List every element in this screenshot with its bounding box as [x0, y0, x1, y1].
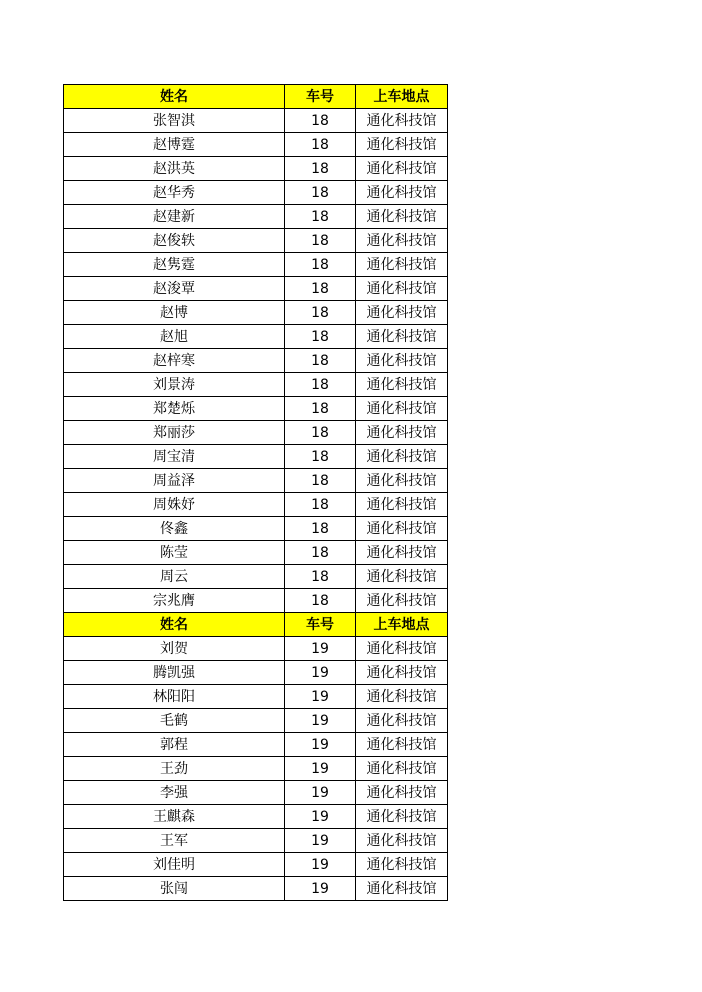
header-name: 姓名 — [64, 613, 285, 637]
bus-roster-table — [63, 84, 448, 901]
boarding-location-cell: 通化科技馆 — [356, 469, 448, 493]
name-cell: 赵梓寒 — [64, 349, 285, 373]
table-row — [64, 325, 448, 349]
bus-number-cell: 18 — [285, 469, 356, 493]
boarding-location-cell: 通化科技馆 — [356, 517, 448, 541]
table-row — [64, 565, 448, 589]
table-row — [64, 277, 448, 301]
name-cell: 赵博霆 — [64, 133, 285, 157]
table-row — [64, 709, 448, 733]
boarding-location-cell: 通化科技馆 — [356, 829, 448, 853]
boarding-location-cell: 通化科技馆 — [356, 493, 448, 517]
bus-number-cell: 18 — [285, 181, 356, 205]
bus-number-cell: 18 — [285, 541, 356, 565]
table-row — [64, 469, 448, 493]
boarding-location-cell: 通化科技馆 — [356, 781, 448, 805]
name-cell: 佟鑫 — [64, 517, 285, 541]
table-row — [64, 373, 448, 397]
boarding-location-cell: 通化科技馆 — [356, 421, 448, 445]
table-row — [64, 445, 448, 469]
table-row — [64, 781, 448, 805]
name-cell: 腾凯强 — [64, 661, 285, 685]
boarding-location-cell: 通化科技馆 — [356, 277, 448, 301]
table-row — [64, 421, 448, 445]
name-cell: 周宝清 — [64, 445, 285, 469]
header-name: 姓名 — [64, 85, 285, 109]
table-row — [64, 301, 448, 325]
name-cell: 郑楚烁 — [64, 397, 285, 421]
name-cell: 赵隽霆 — [64, 253, 285, 277]
bus-number-cell: 19 — [285, 757, 356, 781]
name-cell: 郑丽莎 — [64, 421, 285, 445]
boarding-location-cell: 通化科技馆 — [356, 325, 448, 349]
bus-number-cell: 18 — [285, 397, 356, 421]
header-row — [64, 85, 448, 109]
bus-number-cell: 18 — [285, 277, 356, 301]
boarding-location-cell: 通化科技馆 — [356, 541, 448, 565]
bus-number-cell: 19 — [285, 637, 356, 661]
name-cell: 赵洪英 — [64, 157, 285, 181]
name-cell: 林阳阳 — [64, 685, 285, 709]
bus-number-cell: 18 — [285, 157, 356, 181]
bus-number-cell: 18 — [285, 229, 356, 253]
bus-number-cell: 18 — [285, 133, 356, 157]
table-row — [64, 181, 448, 205]
bus-number-cell: 19 — [285, 829, 356, 853]
table-row — [64, 229, 448, 253]
table-row — [64, 133, 448, 157]
table-row — [64, 853, 448, 877]
table-row — [64, 637, 448, 661]
name-cell: 周云 — [64, 565, 285, 589]
table-row — [64, 253, 448, 277]
bus-number-cell: 19 — [285, 781, 356, 805]
boarding-location-cell: 通化科技馆 — [356, 565, 448, 589]
boarding-location-cell: 通化科技馆 — [356, 877, 448, 901]
bus-number-cell: 19 — [285, 685, 356, 709]
name-cell: 赵浚覃 — [64, 277, 285, 301]
boarding-location-cell: 通化科技馆 — [356, 709, 448, 733]
bus-number-cell: 18 — [285, 493, 356, 517]
roster-body — [64, 85, 448, 901]
header-row — [64, 613, 448, 637]
boarding-location-cell: 通化科技馆 — [356, 373, 448, 397]
name-cell: 张智淇 — [64, 109, 285, 133]
table-row — [64, 517, 448, 541]
bus-number-cell: 18 — [285, 445, 356, 469]
boarding-location-cell: 通化科技馆 — [356, 205, 448, 229]
name-cell: 王军 — [64, 829, 285, 853]
name-cell: 赵华秀 — [64, 181, 285, 205]
header-bus-number: 车号 — [285, 85, 356, 109]
boarding-location-cell: 通化科技馆 — [356, 229, 448, 253]
table-row — [64, 205, 448, 229]
boarding-location-cell: 通化科技馆 — [356, 589, 448, 613]
table-row — [64, 829, 448, 853]
boarding-location-cell: 通化科技馆 — [356, 157, 448, 181]
boarding-location-cell: 通化科技馆 — [356, 349, 448, 373]
boarding-location-cell: 通化科技馆 — [356, 733, 448, 757]
header-boarding-location: 上车地点 — [356, 85, 448, 109]
boarding-location-cell: 通化科技馆 — [356, 805, 448, 829]
boarding-location-cell: 通化科技馆 — [356, 637, 448, 661]
bus-number-cell: 18 — [285, 589, 356, 613]
name-cell: 赵建新 — [64, 205, 285, 229]
bus-number-cell: 18 — [285, 349, 356, 373]
table-row — [64, 541, 448, 565]
name-cell: 刘佳明 — [64, 853, 285, 877]
name-cell: 赵俊轶 — [64, 229, 285, 253]
bus-number-cell: 19 — [285, 709, 356, 733]
boarding-location-cell: 通化科技馆 — [356, 853, 448, 877]
boarding-location-cell: 通化科技馆 — [356, 445, 448, 469]
name-cell: 刘贺 — [64, 637, 285, 661]
bus-number-cell: 18 — [285, 517, 356, 541]
bus-number-cell: 18 — [285, 301, 356, 325]
header-boarding-location: 上车地点 — [356, 613, 448, 637]
table-row — [64, 493, 448, 517]
name-cell: 郭程 — [64, 733, 285, 757]
name-cell: 王麒森 — [64, 805, 285, 829]
name-cell: 周姝妤 — [64, 493, 285, 517]
table-row — [64, 685, 448, 709]
table-row — [64, 109, 448, 133]
boarding-location-cell: 通化科技馆 — [356, 301, 448, 325]
bus-number-cell: 19 — [285, 733, 356, 757]
name-cell: 赵旭 — [64, 325, 285, 349]
table-row — [64, 349, 448, 373]
table-row — [64, 397, 448, 421]
bus-number-cell: 18 — [285, 421, 356, 445]
bus-number-cell: 19 — [285, 853, 356, 877]
table-row — [64, 157, 448, 181]
name-cell: 赵博 — [64, 301, 285, 325]
bus-number-cell: 18 — [285, 325, 356, 349]
name-cell: 刘景涛 — [64, 373, 285, 397]
boarding-location-cell: 通化科技馆 — [356, 685, 448, 709]
boarding-location-cell: 通化科技馆 — [356, 133, 448, 157]
boarding-location-cell: 通化科技馆 — [356, 181, 448, 205]
bus-number-cell: 18 — [285, 373, 356, 397]
name-cell: 张闯 — [64, 877, 285, 901]
boarding-location-cell: 通化科技馆 — [356, 661, 448, 685]
boarding-location-cell: 通化科技馆 — [356, 757, 448, 781]
bus-number-cell: 18 — [285, 565, 356, 589]
name-cell: 毛鹤 — [64, 709, 285, 733]
boarding-location-cell: 通化科技馆 — [356, 109, 448, 133]
table-row — [64, 757, 448, 781]
table-row — [64, 733, 448, 757]
header-bus-number: 车号 — [285, 613, 356, 637]
name-cell: 王劲 — [64, 757, 285, 781]
bus-number-cell: 18 — [285, 253, 356, 277]
boarding-location-cell: 通化科技馆 — [356, 253, 448, 277]
name-cell: 周益泽 — [64, 469, 285, 493]
bus-number-cell: 19 — [285, 661, 356, 685]
name-cell: 宗兆膺 — [64, 589, 285, 613]
table-row — [64, 805, 448, 829]
table-row — [64, 589, 448, 613]
table-row — [64, 661, 448, 685]
boarding-location-cell: 通化科技馆 — [356, 397, 448, 421]
bus-number-cell: 19 — [285, 877, 356, 901]
name-cell: 李强 — [64, 781, 285, 805]
bus-number-cell: 19 — [285, 805, 356, 829]
bus-number-cell: 18 — [285, 109, 356, 133]
bus-number-cell: 18 — [285, 205, 356, 229]
name-cell: 陈莹 — [64, 541, 285, 565]
table-row — [64, 877, 448, 901]
